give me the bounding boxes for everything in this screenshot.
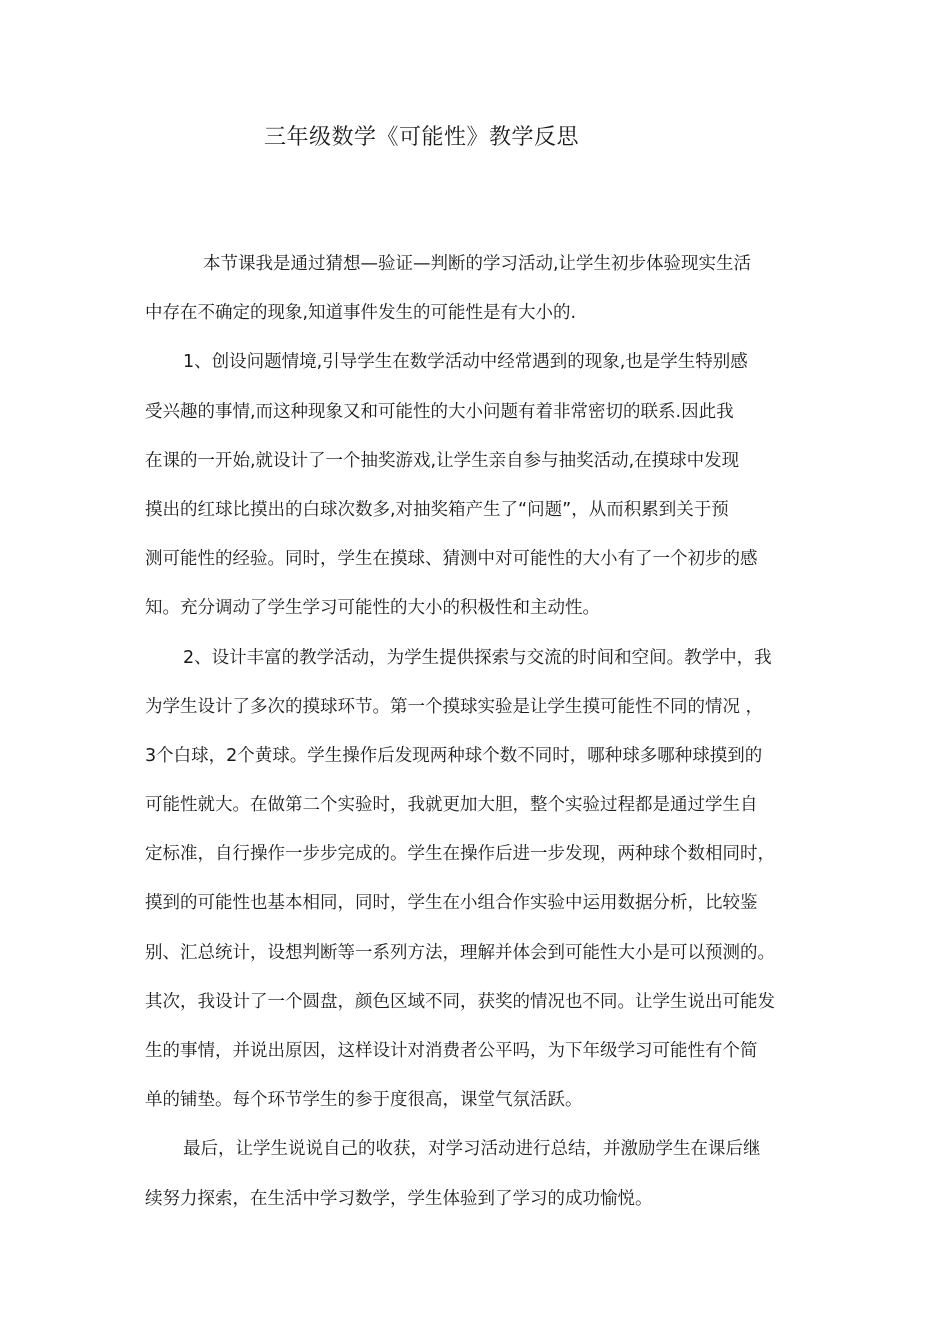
paragraph-1-line-2: 中存在不确定的现象,知道事件发生的可能性是有大小的. (145, 303, 577, 324)
paragraph-3-line-10: 单的铺垫。每个环节学生的参于度很高，课堂气氛活跃。 (145, 1090, 583, 1111)
paragraph-3-line-6: 摸到的可能性也基本相同，同时，学生在小组合作实验中运用数据分析，比较鉴 (145, 893, 758, 914)
paragraph-3-line-4: 可能性就大。在做第二个实验时，我就更加大胆，整个实验过程都是通过学生自 (145, 795, 758, 816)
document-title: 三年级数学《可能性》教学反思 (264, 125, 580, 150)
paragraph-2-line-1: 1、创设问题情境,引导学生在数学活动中经常遇到的现象,也是学生特别感 (183, 352, 748, 373)
paragraph-3-line-3: 3个白球，2个黄球。学生操作后发现两种球个数不同时，哪种球多哪种球摸到的 (145, 745, 763, 766)
paragraph-3-line-9: 生的事情，并说出原因，这样设计对消费者公平吗，为下年级学习可能性有个简 (145, 1041, 758, 1061)
paragraph-3-line-2: 为学生设计了多次的摸球环节。第一个摸球实验是让学生摸可能性不同的情况 ， (145, 696, 764, 717)
paragraph-2-line-3: 在课的一开始,就设计了一个抽奖游戏,让学生亲自参与抽奖活动,在摸球中发现 (145, 450, 740, 471)
paragraph-3-line-5: 定标准，自行操作一步步完成的。学生在操作后进一步发现，两种球个数相同时， (145, 844, 775, 865)
document-body (145, 246, 813, 1230)
paragraph-3-line-1: 2、设计丰富的教学活动，为学生提供探索与交流的时间和空间。教学中，我 (183, 647, 772, 668)
paragraph-2-line-5: 测可能性的经验。同时，学生在摸球、猜测中对可能性的大小有了一个初步的感 (145, 549, 758, 570)
paragraph-2-line-4: 摸出的红球比摸出的白球次数多,对抽奖箱产生了“问题”，从而积累到关于预 (145, 499, 729, 520)
paragraph-3-line-7: 别、汇总统计，设想判断等一系列方法，理解并体会到可能性大小是可以预测的。 (145, 942, 775, 963)
paragraph-3-line-8: 其次，我设计了一个圆盘，颜色区域不同，获奖的情况也不同。让学生说出可能发 (145, 991, 775, 1012)
paragraph-2-line-6: 知。充分调动了学生学习可能性的大小的积极性和主动性。 (145, 598, 600, 619)
paragraph-4-line-1: 最后，让学生说说自己的收获，对学习活动进行总结，并激励学生在课后继 (183, 1139, 761, 1160)
paragraph-1-line-1: 本节课我是通过猜想—验证—判断的学习活动,让学生初步体验现实生活 (203, 254, 752, 274)
paragraph-4-line-2: 续努力探索，在生活中学习数学，学生体验到了学习的成功愉悦。 (145, 1188, 653, 1209)
paragraph-2-line-2: 受兴趣的事情,而这种现象又和可能性的大小问题有着非常密切的联系.因此我 (145, 401, 734, 422)
